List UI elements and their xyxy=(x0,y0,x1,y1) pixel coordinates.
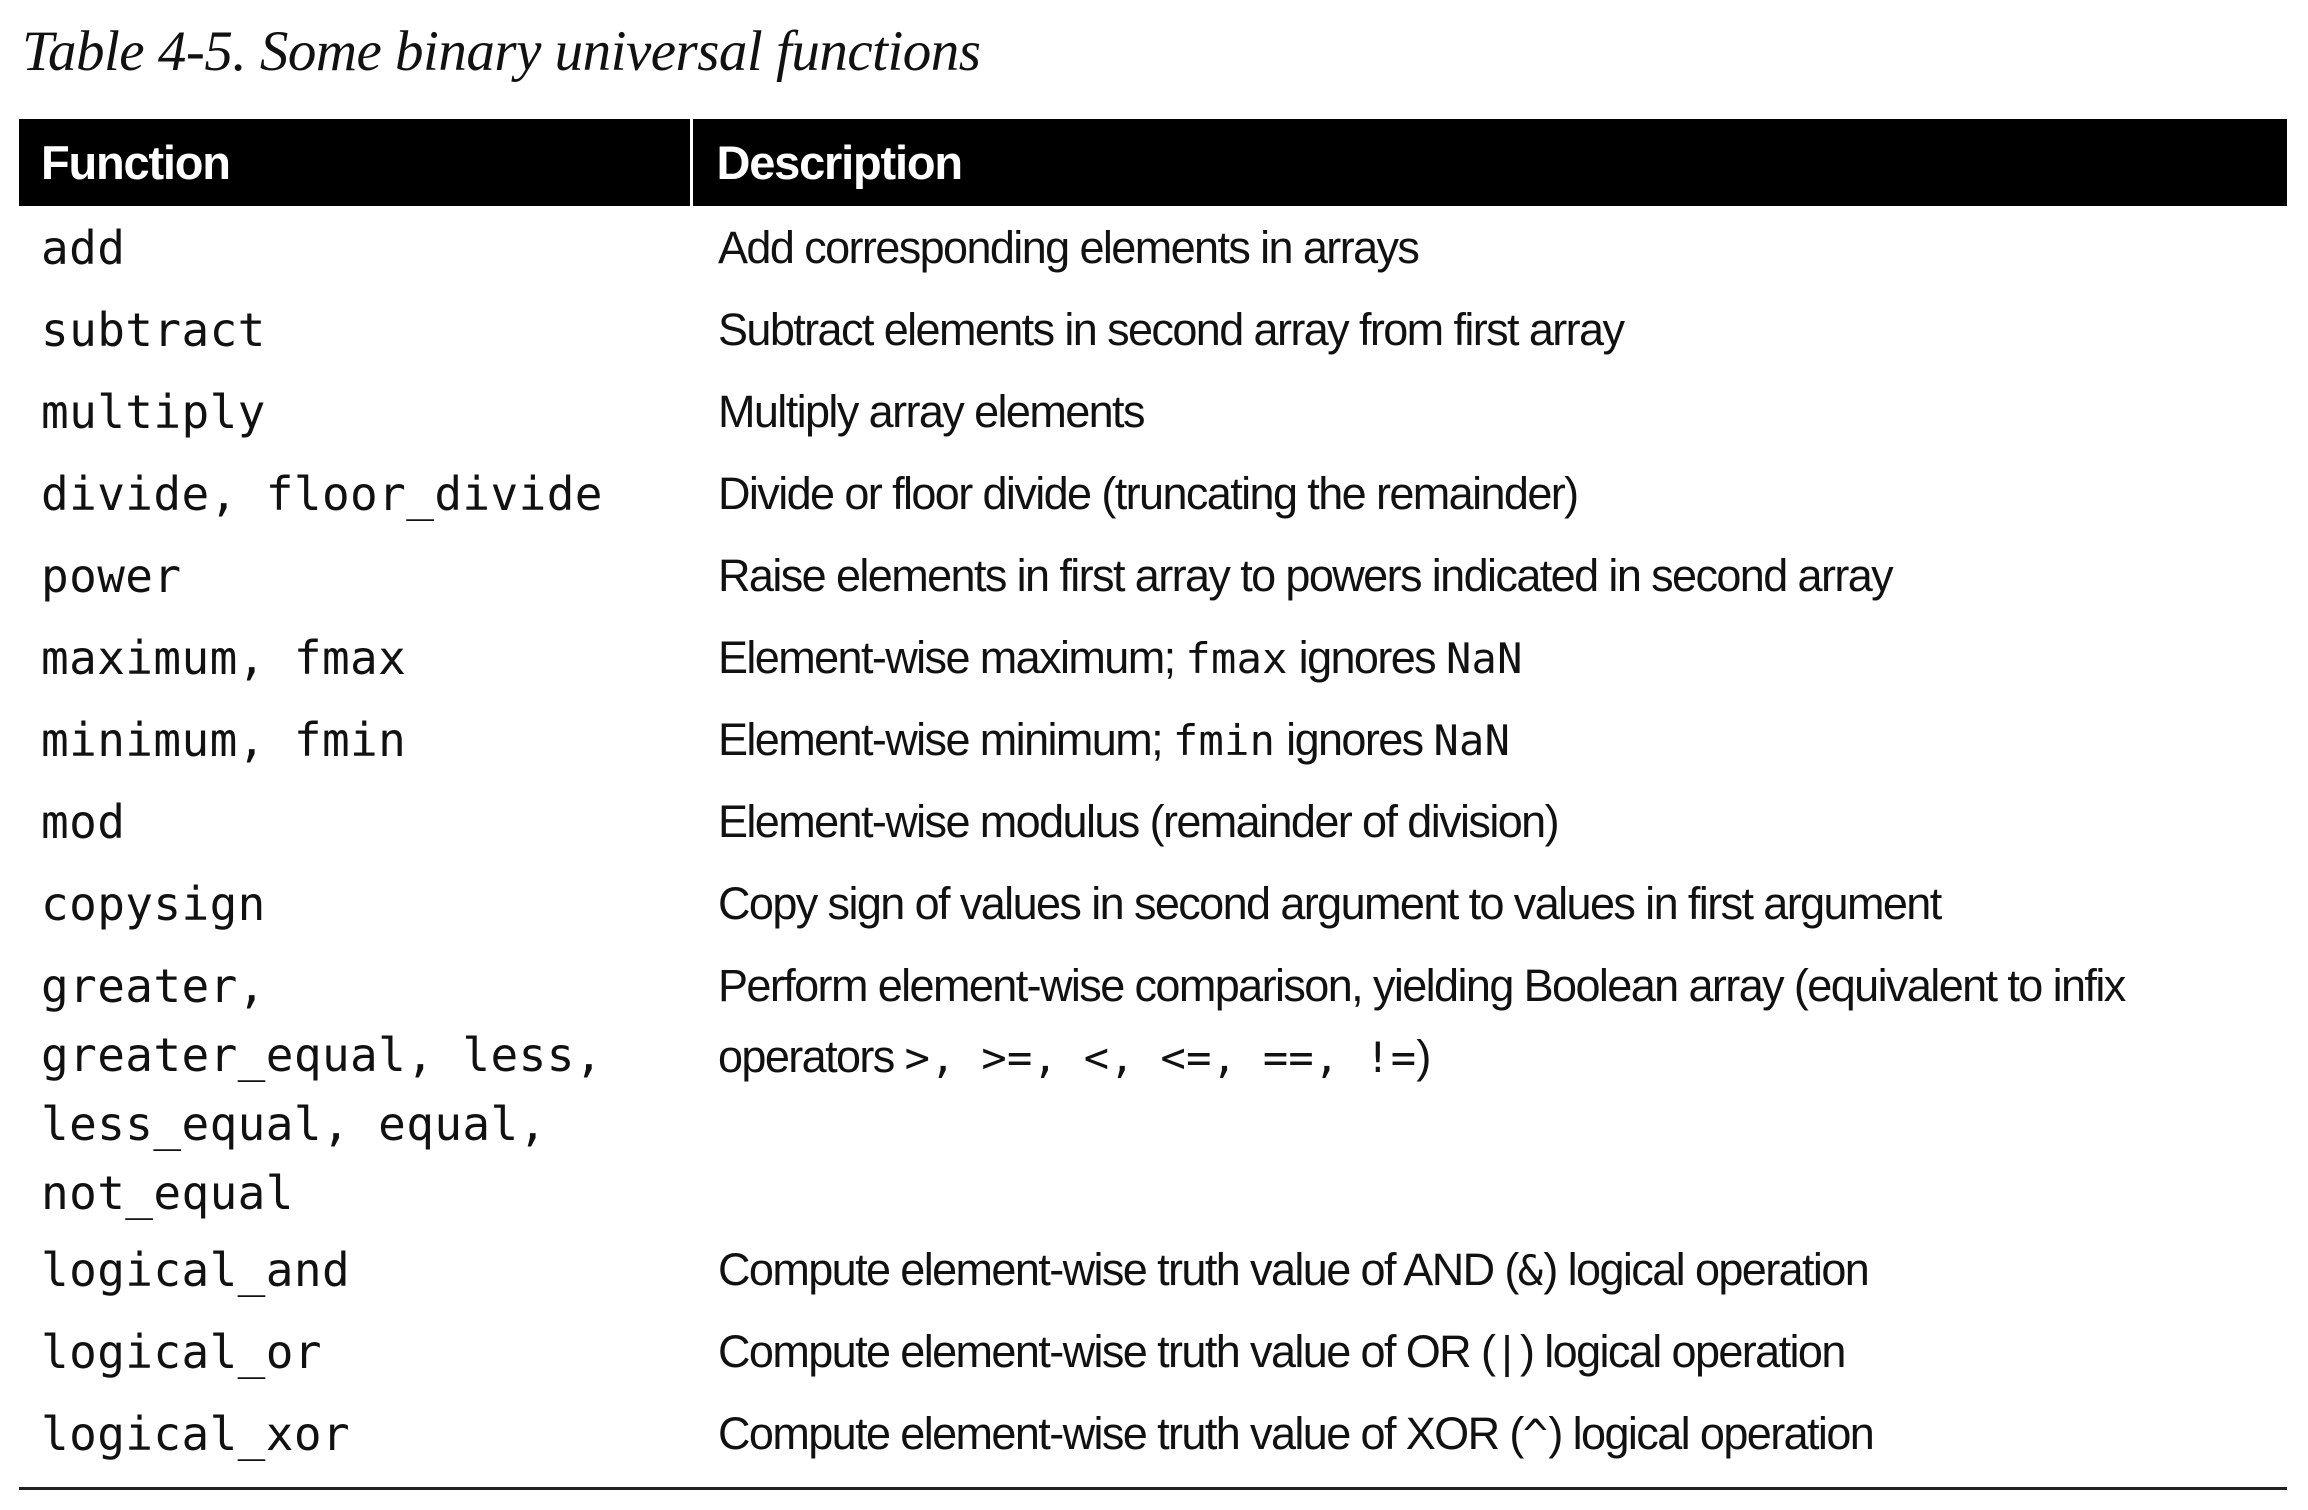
description-text: Element-wise minimum; xyxy=(718,714,1173,765)
table-caption: Table 4-5. Some binary universal functions xyxy=(22,20,981,83)
function-cell: maximum, fmax xyxy=(41,631,407,685)
inline-code: fmax xyxy=(1185,634,1288,683)
description-cell xyxy=(691,698,2287,780)
description-text: Compute element-wise truth value of OR ( xyxy=(718,1326,1495,1377)
description-text: Compute element-wise truth value of XOR ( xyxy=(718,1408,1523,1459)
description-text: ) xyxy=(1416,1031,1430,1082)
description-text: Divide or floor divide (truncating the remainder) xyxy=(718,468,1578,519)
description-cell xyxy=(691,1228,2287,1310)
description-text: Subtract elements in second array from first array xyxy=(718,304,1624,355)
description-cell xyxy=(691,862,2287,944)
description-cell xyxy=(691,1310,2287,1392)
table-row xyxy=(19,862,2287,944)
function-cell: power xyxy=(41,549,182,603)
description-text: ignores xyxy=(1275,714,1434,765)
description-text: Compute element-wise truth value of AND ( xyxy=(718,1244,1518,1295)
inline-code: NaN xyxy=(1445,634,1523,683)
table-bottom-rule xyxy=(19,1487,2287,1490)
description-text: Element-wise modulus (remainder of division) xyxy=(718,796,1558,847)
function-cell: greater, greater_equal, less, less_equal, equal, not_equal xyxy=(41,959,603,1220)
inline-code: ^ xyxy=(1522,1410,1549,1459)
header-description: Description xyxy=(691,119,2287,206)
header-function: Function xyxy=(19,119,691,206)
function-cell: subtract xyxy=(41,303,266,357)
table-row xyxy=(19,944,2287,1228)
function-cell: divide, floor_divide xyxy=(41,467,603,521)
table-row xyxy=(19,452,2287,534)
description-text: Add corresponding elements in arrays xyxy=(718,222,1419,273)
inline-code: & xyxy=(1517,1246,1544,1295)
table-row xyxy=(19,698,2287,780)
table-row xyxy=(19,1310,2287,1392)
description-cell xyxy=(691,780,2287,862)
function-cell: logical_and xyxy=(41,1243,351,1297)
description-cell xyxy=(691,288,2287,370)
inline-code: | xyxy=(1494,1328,1520,1377)
description-text: Copy sign of values in second argument to values in first argument xyxy=(718,878,1941,929)
description-cell xyxy=(691,206,2287,288)
description-cell xyxy=(691,616,2287,698)
table-row xyxy=(19,534,2287,616)
table-header xyxy=(19,119,2287,206)
ufunc-table xyxy=(19,119,2287,1474)
function-cell: add xyxy=(41,221,126,275)
function-cell: multiply xyxy=(41,385,266,439)
table-row xyxy=(19,288,2287,370)
description-cell xyxy=(691,370,2287,452)
description-text: Raise elements in first array to powers indicated in second array xyxy=(718,550,1893,601)
function-cell: mod xyxy=(41,795,126,849)
function-cell: logical_or xyxy=(41,1325,322,1379)
description-text: ) logical operation xyxy=(1519,1326,1845,1377)
table-row xyxy=(19,1228,2287,1310)
description-cell xyxy=(691,1392,2287,1474)
description-text: ) logical operation xyxy=(1543,1244,1869,1295)
table-row xyxy=(19,1392,2287,1474)
function-cell: minimum, fmin xyxy=(41,713,407,767)
table-row xyxy=(19,206,2287,288)
description-cell xyxy=(691,452,2287,534)
description-cell xyxy=(691,534,2287,616)
description-text: Multiply array elements xyxy=(718,386,1144,437)
table-row xyxy=(19,370,2287,452)
inline-code: fmin xyxy=(1172,716,1276,765)
function-cell: copysign xyxy=(41,877,266,931)
table-body xyxy=(19,206,2287,1474)
description-text: ignores xyxy=(1287,632,1446,683)
inline-code: NaN xyxy=(1433,716,1511,765)
table-row xyxy=(19,616,2287,698)
inline-code: >, >=, <, <=, ==, != xyxy=(904,1033,1417,1082)
function-cell: logical_xor xyxy=(41,1407,351,1461)
description-cell xyxy=(691,944,2287,1228)
description-text: ) logical operation xyxy=(1548,1408,1874,1459)
description-text: Element-wise maximum; xyxy=(718,632,1186,683)
table-row xyxy=(19,780,2287,862)
description-text: Perform element-wise comparison, yielding Boolean array (equivalent to infix operators xyxy=(718,960,2125,1082)
